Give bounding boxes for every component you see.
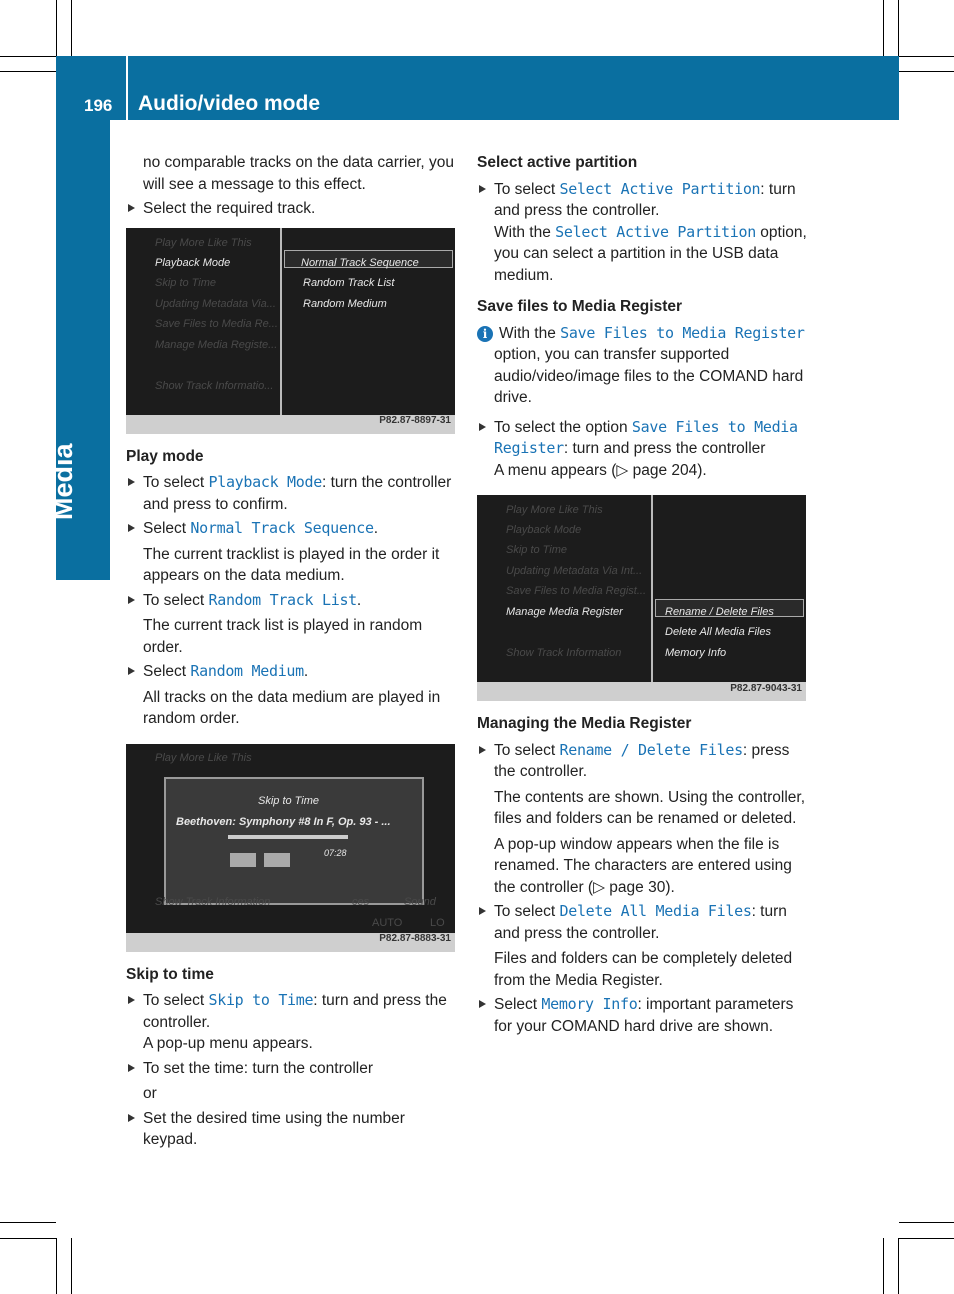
or-text: or — [143, 1085, 157, 1102]
side-label: LO — [430, 916, 445, 929]
info-note — [477, 323, 809, 409]
text: To select — [143, 992, 209, 1009]
menu-item: Rename / Delete Files — [665, 606, 774, 618]
text: To select — [494, 903, 560, 920]
text: : turn the controller and press to confirm. — [143, 474, 452, 513]
menu-footer: Show Track Information — [506, 647, 622, 659]
text: : turn and press the controller — [563, 440, 766, 457]
crop-mark — [71, 1238, 72, 1294]
step — [126, 472, 458, 515]
step — [477, 179, 809, 222]
crop-mark — [0, 1222, 56, 1223]
left-column — [126, 152, 458, 1151]
menu-item: Memory Info — [665, 647, 727, 659]
image-code: P82.87-9043-31 — [730, 682, 802, 694]
menu-option: Memory Info — [541, 995, 638, 1013]
step — [477, 994, 809, 1037]
text: : turn and press the controller. — [143, 992, 447, 1031]
step-description: The contents are shown. Using the controller, files and folders can be renamed or deleted. — [494, 788, 806, 827]
menu-item: Updating Metadata Via... — [155, 297, 276, 310]
step-description: All tracks on the data medium are played in random order. — [143, 688, 441, 727]
popup-track: Beethoven: Symphony #8 In F, Op. 93 - ... — [176, 815, 391, 828]
text: : turn and press the controller. — [494, 903, 787, 942]
menu-item: Manage Media Registe... — [155, 338, 278, 351]
menu-item: Updating Metadata Via Int... — [506, 565, 643, 577]
text: : press the controller. — [494, 741, 790, 780]
section-heading: Managing the Media Register — [477, 715, 692, 732]
menu-item: Skip to Time — [155, 276, 217, 289]
menu-item: Playback Mode — [155, 256, 231, 269]
crop-mark — [0, 56, 56, 57]
menu-item: Normal Track Sequence — [301, 256, 419, 269]
text: : turn and press the controller. — [494, 180, 796, 219]
menu-option: Playback Mode — [208, 473, 322, 491]
menu-option: Save Files to Media Register — [560, 323, 805, 342]
side-label: AUTO — [372, 916, 403, 929]
side-label: Sound — [404, 895, 436, 908]
menu-option: Delete All Media Files — [559, 902, 752, 920]
menu-item: Manage Media Register — [506, 606, 623, 618]
crop-mark — [71, 0, 72, 56]
menu-option: Skip to Time — [208, 991, 314, 1009]
text: : important parameters for your COMAND hard drive are shown. — [494, 996, 794, 1035]
section-heading: Save files to Media Register — [477, 298, 683, 315]
section-heading: Skip to time — [126, 965, 214, 983]
page-number: 196 — [84, 96, 113, 115]
text: Select — [494, 996, 542, 1013]
screenshot-playback-mode — [126, 228, 455, 434]
side-label: ces — [352, 895, 370, 908]
text: To select — [494, 741, 560, 759]
right-column — [477, 152, 809, 1037]
step-description: The current tracklist is played in the order it appears on the data medium. — [143, 545, 440, 584]
menu-option: Select Active Partition — [559, 179, 761, 198]
text: Select — [143, 520, 191, 537]
step — [126, 590, 458, 612]
text: With the — [494, 223, 556, 241]
text: . — [356, 591, 362, 609]
step — [477, 740, 809, 783]
page-header — [56, 56, 899, 120]
crop-mark — [899, 1222, 954, 1223]
menu-footer: Show Track Informatio... — [155, 379, 274, 392]
menu-item: Play More Like This — [155, 236, 252, 249]
step-description: The current track list is played in random order. — [143, 617, 423, 656]
crop-mark — [883, 1238, 884, 1294]
text: To select — [143, 474, 209, 491]
screenshot-skip-to-time — [126, 744, 455, 952]
section-tab-label: Media — [48, 443, 78, 520]
step — [126, 990, 458, 1033]
text: To select the option — [494, 418, 632, 436]
crop-mark — [899, 56, 954, 57]
crop-mark — [899, 1238, 954, 1239]
menu-option: Random Track List — [208, 590, 357, 609]
info-icon: i — [477, 326, 493, 342]
crop-mark — [898, 0, 899, 56]
crop-mark — [899, 71, 954, 72]
step — [126, 518, 458, 540]
menu-item: Random Track List — [303, 276, 395, 289]
text: . — [373, 520, 379, 537]
crop-mark — [56, 0, 57, 56]
step: Set the desired time using the number keypad. — [126, 1108, 458, 1151]
header-separator — [126, 56, 128, 120]
select-track-step: Select the required track. — [126, 198, 458, 220]
text: With the — [499, 324, 561, 342]
step-description: Files and folders can be completely deleted from the Media Register. — [494, 950, 793, 989]
menu-item: Save Files to Media Re... — [155, 317, 278, 330]
step: To set the time: turn the controller — [126, 1058, 458, 1080]
step-description: A menu appears (▷ page 204). — [494, 461, 707, 479]
text: . — [303, 663, 309, 680]
crop-mark — [898, 1238, 899, 1294]
step — [126, 661, 458, 683]
intro-text: no comparable tracks on the data carrier, you will see a message to this effect. — [143, 154, 455, 193]
image-code: P82.87-8897-31 — [379, 415, 451, 426]
section-tab — [48, 120, 110, 580]
menu-item: Delete All Media Files — [665, 626, 771, 638]
text: Select — [143, 663, 191, 680]
text: option, you can transfer supported audio/video/image files to the COMAND hard drive. — [494, 346, 804, 406]
menu-item: Save Files to Media Regist... — [506, 585, 647, 597]
step-description: A pop-up menu appears. — [143, 1035, 313, 1052]
popup-window — [164, 777, 424, 905]
menu-option: Select Active Partition — [555, 222, 756, 241]
menu-footer: Show Track Information — [155, 895, 271, 908]
menu-item: Skip to Time — [506, 544, 568, 556]
page-title: Audio/video mode — [138, 92, 321, 115]
progress-bar — [228, 835, 348, 839]
text: To select — [143, 591, 209, 609]
menu-item: Random Medium — [303, 297, 387, 310]
step-description: A pop-up window appears when the file is renamed. The characters are entered using the controller (▷ page 30). — [494, 835, 792, 896]
menu-item: Playback Mode — [506, 524, 582, 536]
step — [477, 901, 809, 944]
popup-title: Skip to Time — [258, 794, 320, 807]
menu-item: Play More Like This — [506, 504, 603, 516]
section-heading: Play mode — [126, 447, 204, 465]
menu-option: Normal Track Sequence — [190, 519, 374, 537]
section-heading: Select active partition — [477, 154, 638, 171]
crop-mark — [883, 0, 884, 56]
crop-mark — [0, 71, 56, 72]
menu-option: Random Medium — [190, 662, 304, 680]
menu-item: Play More Like This — [155, 751, 252, 764]
minutes-field[interactable] — [230, 853, 256, 867]
crop-mark — [56, 1238, 57, 1294]
seconds-field[interactable] — [264, 853, 290, 867]
time-total: 07:28 — [324, 847, 347, 858]
screenshot-manage-register — [477, 495, 806, 701]
menu-option: Rename / Delete Files — [559, 740, 743, 759]
step — [477, 417, 809, 460]
text: option, you can select a partition in the USB data medium. — [494, 223, 807, 284]
crop-mark — [0, 1238, 56, 1239]
text: To select — [494, 180, 560, 198]
menu-option: Save Files to Media Register — [494, 417, 798, 457]
image-code: P82.87-8883-31 — [379, 933, 451, 944]
step-description — [477, 222, 809, 287]
